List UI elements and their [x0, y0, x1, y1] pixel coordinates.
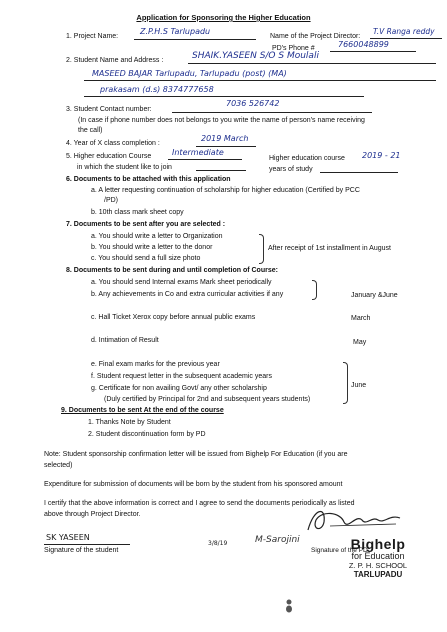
- student-signature-line: [44, 544, 130, 545]
- doc-7a: a. You should write a letter to Organization: [91, 233, 223, 240]
- student-contact-label: 3. Student Contact number:: [66, 106, 152, 113]
- doc-8ab-timing: January &June: [351, 292, 398, 299]
- section-8-heading: 8. Documents to be sent during and until completion of Course:: [66, 267, 278, 274]
- brace-7: [259, 234, 264, 264]
- doc-8d-timing: May: [353, 339, 367, 346]
- organization-stamp: [318, 537, 438, 580]
- contact-line: [172, 112, 372, 113]
- contact-note-2: the call): [78, 127, 103, 134]
- middle-date: 3/8/19: [208, 540, 228, 547]
- student-name-value: SHAIK.YASEEN S/O S Moulali: [192, 51, 319, 61]
- page-title: Application for Sponsoring the Higher Education: [136, 13, 311, 22]
- certify-line-1: I certify that the above information is correct and I agree to send the documents periodically as listed: [44, 500, 355, 507]
- student-address-line-3: prakasam (d.s) 8374777658: [100, 85, 214, 94]
- pd-phone-label: PD's Phone #: [272, 45, 315, 52]
- year-completion-value: 2019 March: [201, 134, 249, 143]
- page-mark-icon: [284, 598, 294, 614]
- doc-9-1: 1. Thanks Note by Student: [88, 419, 171, 426]
- brace-8efg: [343, 362, 348, 404]
- doc-7-timing: After receipt of 1st installment in August: [268, 245, 391, 252]
- course-line-2: [196, 170, 246, 171]
- course-label: 5. Higher education Course: [66, 153, 152, 160]
- pd-signature-label: Signature of the PD: [311, 547, 368, 554]
- hec-value: 2019 - 21: [362, 151, 401, 160]
- pd-phone-line: [330, 51, 416, 52]
- section-9-heading: 9. Documents to be sent At the end of the course: [61, 407, 224, 414]
- student-address-line-2: MASEED BAJAR Tarlupadu, Tarlupadu (post) (MA): [92, 69, 287, 78]
- expenditure-note: Expenditure for submission of documents will be born by the student from his sponsored amount: [44, 481, 343, 488]
- student-contact-value: 7036 526742: [226, 99, 280, 108]
- stamp-line-3: Z. P. H. SCHOOL: [348, 561, 408, 570]
- section-6-heading: 6. Documents to be attached with this application: [66, 176, 231, 183]
- student-name-label: 2. Student Name and Address :: [66, 57, 164, 64]
- doc-8efg-timing: June: [351, 382, 367, 389]
- brace-8ab: [312, 280, 317, 300]
- stamp-line-2: for Education: [351, 551, 405, 561]
- doc-8c: c. Hall Ticket Xerox copy before annual public exams: [91, 314, 256, 321]
- course-label-2: in which the student like to join: [77, 164, 172, 171]
- certify-line-2: above through Project Director.: [44, 511, 141, 518]
- address-line-3: [84, 96, 364, 97]
- student-name-line: [188, 63, 436, 64]
- section-7-heading: 7. Documents to be sent after you are selected :: [66, 221, 226, 228]
- project-name-label: 1. Project Name:: [66, 33, 119, 40]
- project-name-line: [134, 39, 256, 40]
- hec-label: Higher education course: [269, 155, 345, 162]
- pd-signature-scribble: [300, 500, 410, 540]
- director-line: [370, 38, 442, 39]
- years-line: [320, 172, 398, 173]
- doc-8c-timing: March: [351, 315, 371, 322]
- doc-7c: c. You should send a full size photo: [91, 255, 201, 262]
- director-label: Name of the Project Director:: [270, 33, 361, 40]
- student-signature: SK YASEEN: [46, 533, 90, 542]
- stamp-line-1: Bighelp: [350, 536, 406, 552]
- years-of-study-label: years of study: [269, 166, 313, 173]
- course-value: Intermediate: [172, 148, 224, 157]
- middle-signature: M-Sarojini: [255, 535, 300, 545]
- year-line: [196, 146, 256, 147]
- student-signature-label: Signature of the student: [44, 547, 119, 554]
- doc-8g-2: (Duly certified by Principal for 2nd and subsequent years students): [104, 396, 311, 403]
- year-completion-label: 4. Year of X class completion :: [66, 140, 160, 147]
- doc-8f: f. Student request letter in the subsequent academic years: [91, 373, 272, 380]
- doc-8b: b. Any achievements in Co and extra curricular activities if any: [91, 291, 284, 298]
- doc-9-2: 2. Student discontinuation form by PD: [88, 431, 206, 438]
- doc-8e: e. Final exam marks for the previous year: [91, 361, 220, 368]
- note-line-2: selected): [44, 462, 73, 469]
- contact-note-1: (In case if phone number does not belongs to you write the name of person's name receiving: [78, 117, 365, 124]
- director-value: T.V Ranga reddy: [373, 27, 435, 36]
- doc-7b: b. You should write a letter to the donor: [91, 244, 213, 251]
- pd-phone-value: 7660048899: [338, 40, 389, 49]
- doc-6b: b. 10th class mark sheet copy: [91, 209, 184, 216]
- doc-8a: a. You should send Internal exams Mark sheet periodically: [91, 279, 272, 286]
- stamp-line-4: TARLUPADU: [353, 570, 403, 579]
- doc-8g: g. Certificate for non availing Govt/ any other scholarship: [91, 385, 267, 392]
- doc-6a-1: a. A letter requesting continuation of scholarship for higher education (Certified by PCC: [91, 187, 360, 194]
- doc-6a-2: /PD): [104, 197, 118, 204]
- note-line-1: Note: Student sponsorship confirmation letter will be issued from Bighelp For Education (if you are: [44, 451, 348, 458]
- address-line-2: [84, 80, 436, 81]
- course-line: [168, 159, 242, 160]
- doc-8d: d. Intimation of Result: [91, 337, 159, 344]
- project-name-value: Z.P.H.S Tarlupadu: [140, 27, 211, 36]
